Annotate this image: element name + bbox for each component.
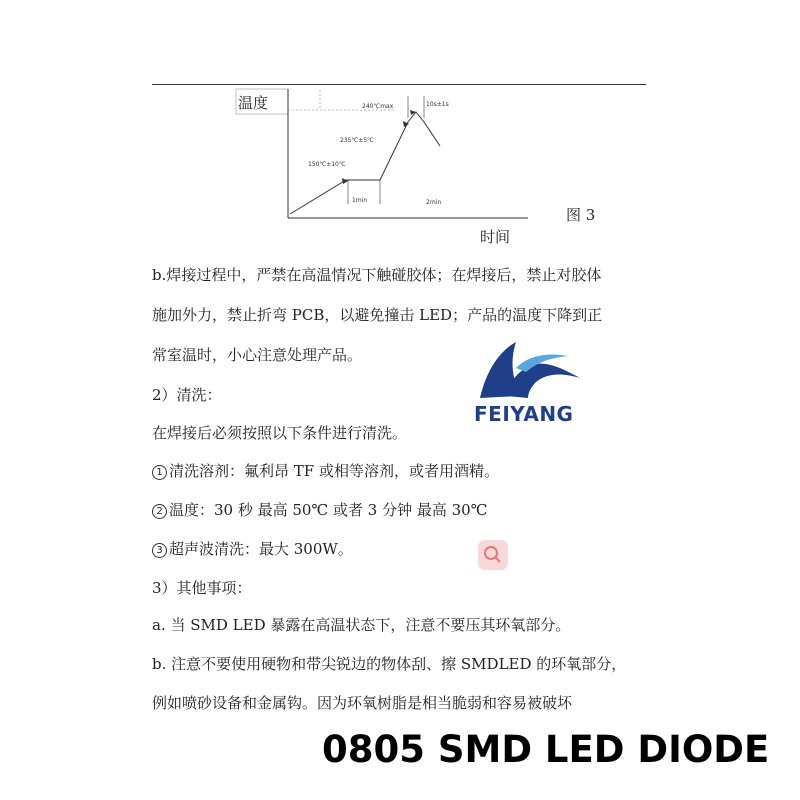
list-item-3 [152, 538, 353, 559]
item-1-text: 清洗溶剂：氟利昂 TF 或相等溶剂，或者用酒精。 [169, 462, 499, 480]
list-item-1 [152, 460, 499, 481]
item-number-1: 1 [152, 465, 167, 480]
feiyang-logo-icon [476, 338, 586, 402]
section-2-intro: 在焊接后必须按照以下条件进行清洗。 [152, 424, 408, 442]
section-2-title: 2）清洗： [152, 386, 222, 404]
figure-number: 图 3 [566, 206, 596, 224]
item-number-3: 3 [152, 543, 167, 558]
ramp-temp-label: 235℃±5℃ [340, 137, 374, 144]
brand-name: FEIYANG [474, 402, 574, 426]
item-3-text: 超声波清洗：最大 300W。 [169, 540, 353, 558]
y-axis-label: 温度 [238, 94, 269, 112]
preheat-time-label: 1min [352, 197, 368, 204]
peak-temp-label: 240℃max [362, 103, 394, 110]
preheat-temp-label: 150℃±10℃ [308, 161, 346, 168]
section-3-title: 3）其他事项： [152, 579, 252, 597]
x-axis-label: 时间 [480, 228, 511, 246]
para-b-line1: b.焊接过程中，严禁在高温情况下触碰胶体；在焊接后，禁止对胶体 [152, 266, 602, 284]
product-caption: 0805 SMD LED DIODE [322, 728, 770, 771]
para-b-line2: 施加外力，禁止折弯 PCB，以避免撞击 LED；产品的温度下降到正 [152, 306, 603, 324]
para-b2-line2: 例如喷砂设备和金属钩。因为环氧树脂是相当脆弱和容易被破坏 [152, 694, 573, 712]
peak-time-label: 10s±1s [426, 101, 449, 108]
item-number-2: 2 [152, 504, 167, 519]
top-rule [152, 84, 646, 85]
item-2-text: 温度：30 秒 最高 50℃ 或者 3 分钟 最高 30℃ [169, 501, 488, 519]
para-a: a. 当 SMD LED 暴露在高温状态下，注意不要压其环氧部分。 [152, 616, 571, 634]
magnifier-icon[interactable] [478, 540, 508, 570]
para-b2-line1: b. 注意不要使用硬物和带尖锐边的物体刮、擦 SMDLED 的环氧部分， [152, 655, 627, 673]
total-time-label: 2min [426, 199, 442, 206]
list-item-2 [152, 499, 488, 520]
para-b-line3: 常室温时，小心注意处理产品。 [152, 346, 363, 364]
